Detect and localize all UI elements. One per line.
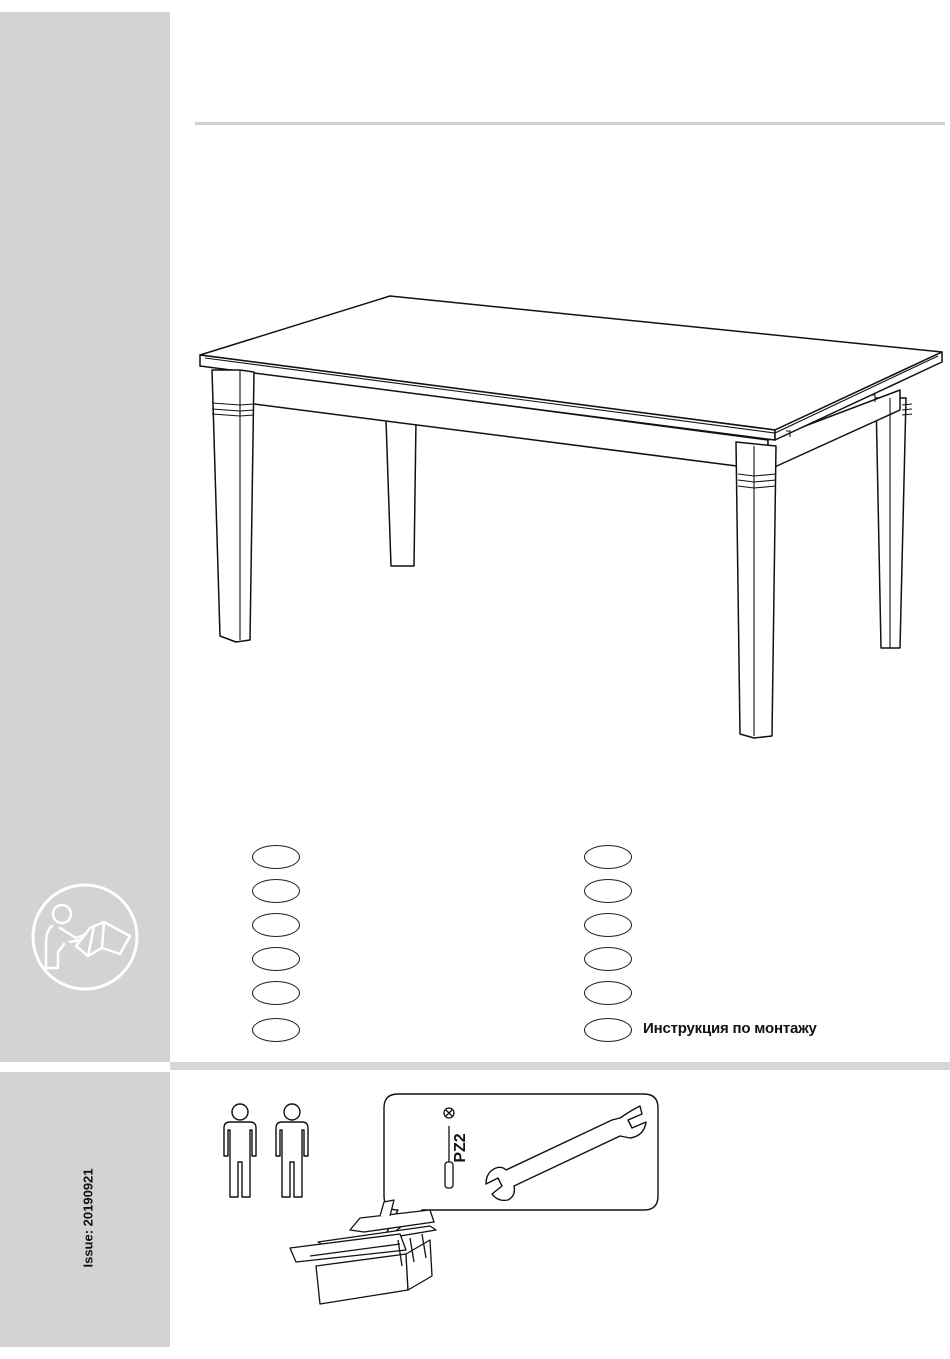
tool-label-pz2: PZ2 xyxy=(452,1133,469,1163)
language-oval-right-2 xyxy=(584,879,632,903)
read-manual-icon xyxy=(30,882,140,992)
assembly-instructions-title: Инструкция по монтажу xyxy=(643,1020,817,1037)
language-oval-left-4 xyxy=(252,947,300,971)
language-oval-right-1 xyxy=(584,845,632,869)
language-oval-left-1 xyxy=(252,845,300,869)
language-oval-left-3 xyxy=(252,913,300,937)
language-oval-left-6 xyxy=(252,1018,300,1042)
section-divider xyxy=(170,1062,950,1070)
language-oval-right-4 xyxy=(584,947,632,971)
language-oval-left-5 xyxy=(252,981,300,1005)
issue-date: Issue: 20190921 xyxy=(80,1168,96,1268)
language-oval-right-5 xyxy=(584,981,632,1005)
language-oval-left-2 xyxy=(252,879,300,903)
tools-callout xyxy=(280,1090,670,1320)
language-oval-right-3 xyxy=(584,913,632,937)
toolbox-icon xyxy=(290,1200,436,1304)
language-oval-right-6 xyxy=(584,1018,632,1042)
